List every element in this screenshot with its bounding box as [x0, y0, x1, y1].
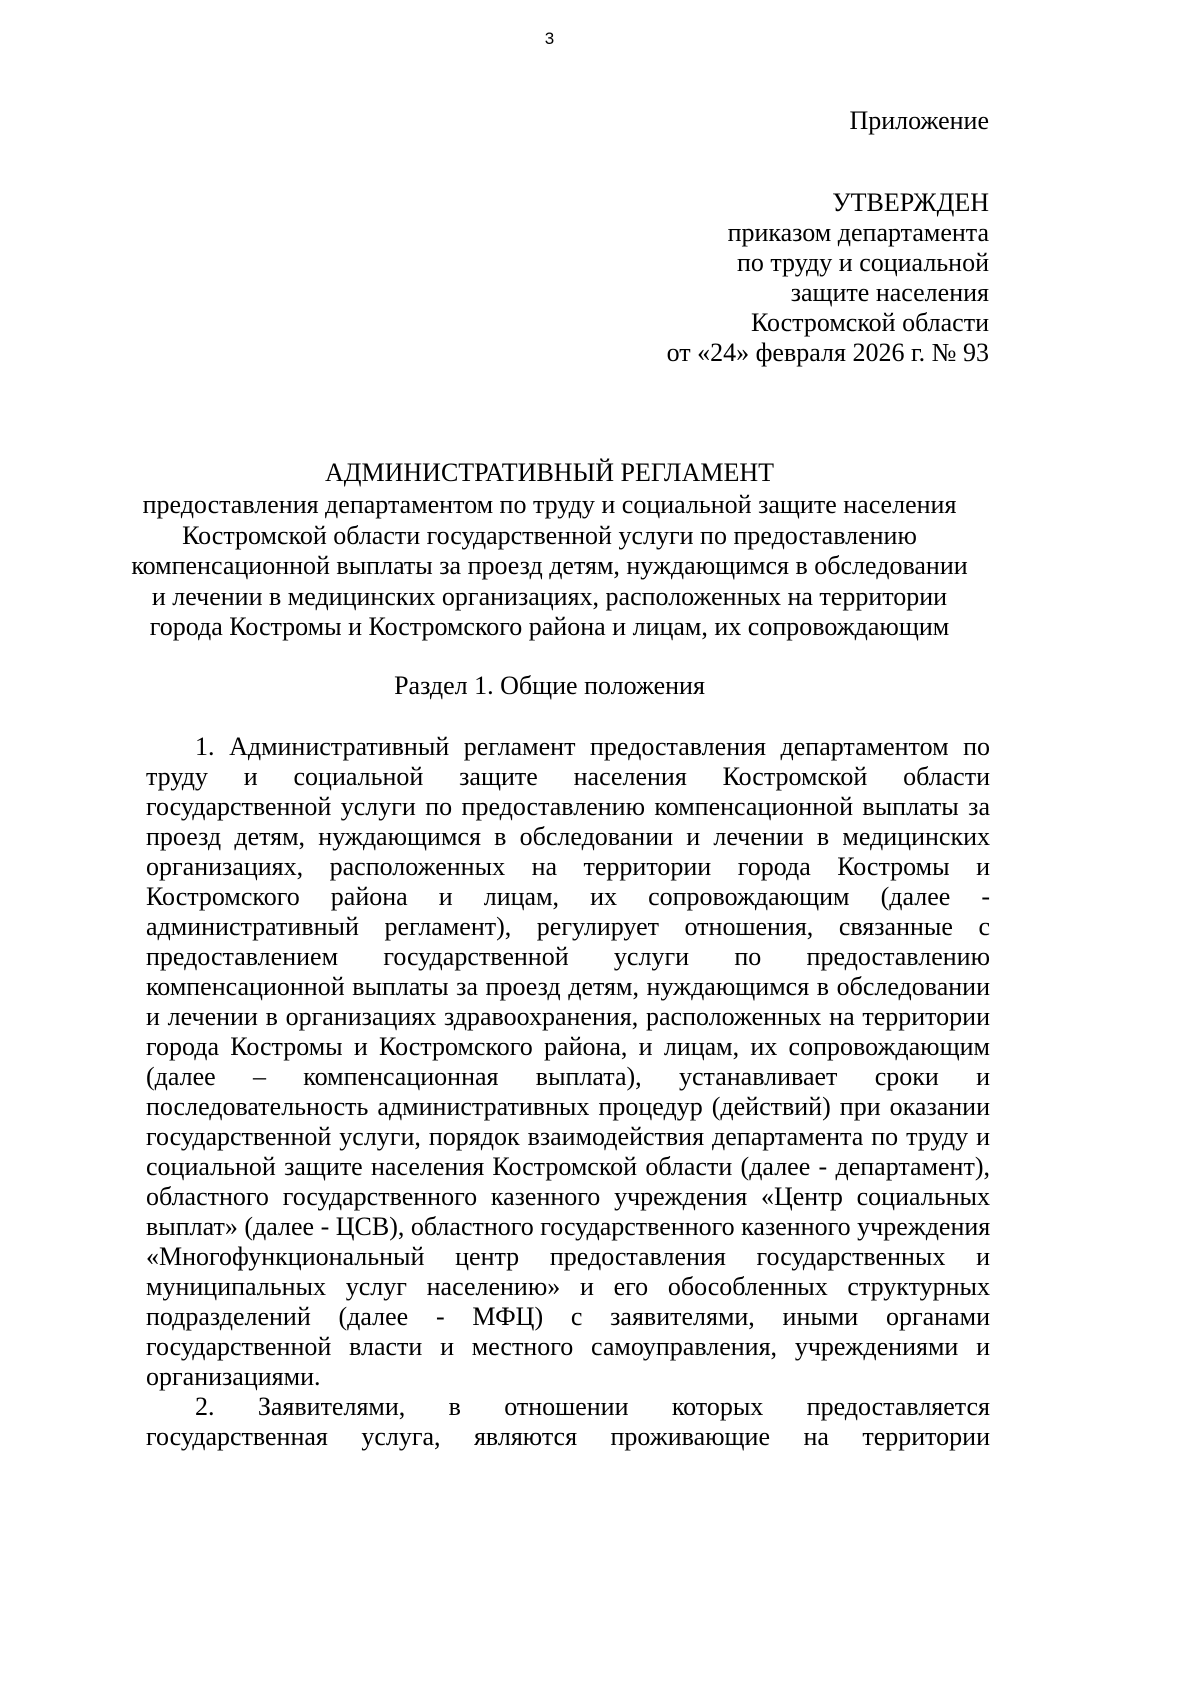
- approval-line: по труду и социальной: [736, 248, 989, 277]
- subtitle-line: Костромской области государственной услуги по предоставлению: [182, 520, 917, 550]
- text-line: проезд детям, нуждающимся в обследовании и лечении в медицинских: [146, 822, 990, 851]
- approval-heading: УТВЕРЖДЕН: [832, 188, 989, 217]
- subtitle-line: компенсационной выплаты за проезд детям, нуждающимся в обследовании: [131, 551, 968, 580]
- text-line: последовательность административных процедур (действий) при оказании: [146, 1092, 990, 1121]
- text-line: выплат» (далее - ЦСВ), областного государственного казенного учреждения: [146, 1212, 991, 1241]
- text-line: труду и социальной защите населения Костромской области: [146, 762, 990, 791]
- text-line: предоставлением государственной услуги по предоставлению: [146, 942, 990, 971]
- text-line: подразделений (далее - МФЦ) с заявителями, иными органами: [146, 1302, 990, 1331]
- approval-line: приказом департамента: [727, 218, 989, 247]
- text-line: государственной услуги, порядок взаимодействия департамента по труду и: [146, 1122, 990, 1151]
- text-line: и лечении в организациях здравоохранения, расположенных на территории: [146, 1002, 990, 1031]
- body-text: [146, 732, 990, 1452]
- text-line: 1. Административный регламент предоставления департаментом по: [195, 732, 990, 761]
- text-line: областного государственного казенного учреждения «Центр социальных: [146, 1182, 990, 1211]
- document-subtitle: [0, 490, 1099, 643]
- section-heading: Раздел 1. Общие положения: [394, 671, 705, 700]
- approval-line: Костромской области: [750, 308, 989, 337]
- document-title: АДМИНИСТРАТИВНЫЙ РЕГЛАМЕНТ: [324, 458, 775, 487]
- subtitle-line: предоставления департаментом по труду и социальной защите населения: [142, 490, 957, 519]
- text-line: 2. Заявителями, в отношении которых предоставляется: [195, 1392, 990, 1421]
- text-line: государственная услуга, являются проживающие на территории: [146, 1422, 990, 1451]
- text-line: государственной власти и местного самоуправления, учреждениями и: [146, 1332, 990, 1361]
- subtitle-line: и лечении в медицинских организациях, расположенных на территории: [151, 581, 948, 611]
- text-line: муниципальных услуг населению» и его обособленных структурных: [146, 1272, 990, 1301]
- approval-line: защите населения: [790, 278, 989, 307]
- text-line: организациях, расположенных на территории города Костромы и: [146, 852, 990, 881]
- page-number: 3: [544, 29, 555, 48]
- text-line: города Костромы и Костромского района, и лицам, их сопровождающим: [146, 1032, 990, 1061]
- approval-date-number: от «24» февраля 2026 г. № 93: [666, 338, 989, 367]
- text-line: Костромского района и лицам, их сопровождающим (далее -: [146, 882, 990, 911]
- approval-stamp-block: [667, 188, 989, 368]
- text-line: административный регламент), регулирует отношения, связанные с: [146, 912, 990, 941]
- text-line: компенсационной выплаты за проезд детям, нуждающимся в обследовании: [146, 972, 990, 1001]
- text-line: социальной защите населения Костромской области (далее - департамент),: [146, 1152, 990, 1181]
- subtitle-line: города Костромы и Костромского района и лицам, их сопровождающим: [149, 612, 950, 641]
- text-line: «Многофункциональный центр предоставления государственных и: [146, 1242, 990, 1271]
- text-line: государственной услуги по предоставлению компенсационной выплаты за: [146, 792, 990, 821]
- paragraph-2: [146, 1392, 990, 1452]
- annex-label: Приложение: [849, 106, 989, 135]
- text-line: (далее – компенсационная выплата), устанавливает сроки и: [146, 1062, 990, 1091]
- text-line-last: организациями.: [146, 1362, 321, 1391]
- paragraph-1: [146, 732, 990, 1392]
